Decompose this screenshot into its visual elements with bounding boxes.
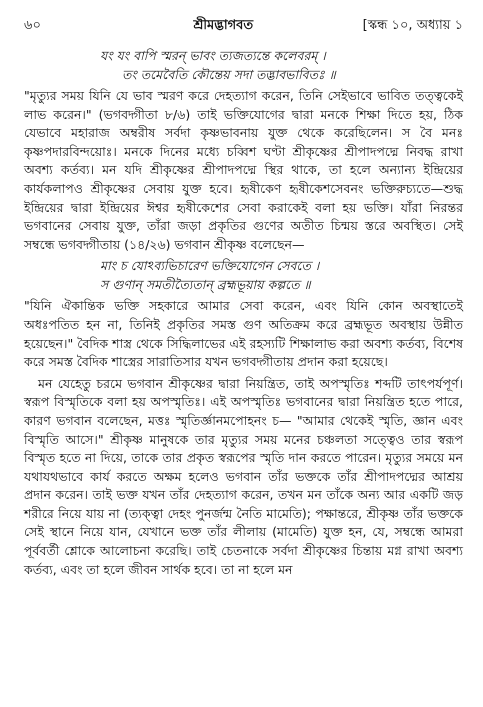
paragraph-1: "মৃত্যুর সময় যিনি যে ভাব স্মরণ করে দেহত্যাগ করেন, তিনি সেইভাবে ভাবিত তত্ত্বকেই লাভ করেন।" (ভগবদ্গীতা ৮/৬) তাই ভক্তিযোগের দ্বারা মনকে শিক্ষা দিতে হয়, ঠিক যেভাবে মহারাজ অম্বরীষ সর্বদা কৃষ্ণভাবনায় যুক্ত থেকে করেছিলেন। স বৈ মনঃ কৃষ্ণপদারবিন্দয়োঃ। মনকে দিনের মধ্যে চব্বিশ ঘণ্টা শ্রীকৃষ্ণের শ্রীপাদপদ্মে নিবদ্ধ রাখা অবশ্য কর্তব্য। মন যদি শ্রীকৃষ্ণের শ্রীপাদপদ্মে স্থির থাকে, তা হলে অন্যান্য ইন্দ্রিয়ের কার্যকলাপও শ্রীকৃষ্ণের সেবায় যুক্ত হবে। হৃষীকেণ হৃষীকেশসেবনং ভক্তিরুচ্যতে—শুদ্ধ ইন্দ্রিয়ের দ্বারা ইন্দ্রিয়ের ঈশ্বর হৃষীকেশের সেবা করাকেই বলা হয় ভক্তি। যাঁরা নিরন্তর ভগবানের সেবায় যুক্ত, তাঁরা জড়া প্রকৃতির গুণের অতীত চিন্ময় স্তরে অবস্থিত। সেই সম্বন্ধে ভগবদ্গীতায় (১৪/২৬) ভগবান শ্রীকৃষ্ণ বলেছেন— [24,88,463,252]
verse-line: স গুণান্ সমতীত্যৈতান্ ব্রহ্মভূয়ায় কল্পতে ॥ [100,277,311,293]
paragraph-2: "যিনি ঐকান্তিক ভক্তি সহকারে আমার সেবা করেন, এবং যিনি কোন অবস্থাতেই অধঃপতিত হন না, তিনিই প্রকৃতির সমস্ত গুণ অতিক্রম করে ব্রহ্মভূত অবস্থায় উন্নীত হয়েছেন।" বৈদিক শাস্ত্র থেকে সিদ্ধিলাভের এই রহস্যটি শিক্ষালাভ করা অবশ্য কর্তব্য, বিশেষ করে সমস্ত বৈদিক শাস্ত্রের সারাতিসার যখন ভগবদ্গীতায় প্রদান করা হয়েছে। [24,298,463,370]
verse-line: তং তমেবৈতি কৌন্তেয় সদা তদ্ভাবভাবিতঃ ॥ [122,67,336,82]
page-number: ৬০ [24,18,41,33]
verse-line: মাং চ যোঽব্যভিচারেণ ভক্তিযোগেন সেবতে । [100,258,320,274]
sanskrit-verse-1 [100,46,463,84]
sanskrit-verse-2 [100,256,463,294]
chapter-reference: [স্কন্ধ ১০, অধ্যায় ১ [362,18,463,33]
page-header [24,16,463,38]
paragraph-3: মন যেহেতু চরমে ভগবান শ্রীকৃষ্ণের দ্বারা নিয়ন্ত্রিত, তাই অপস্মৃতিঃ শব্দটি তাৎপর্যপূর্ণ। স্বরূপ বিস্মৃতিকে বলা হয় অপস্মৃতিঃ। এই অপস্মৃতিঃ ভগবানের দ্বারা নিয়ন্ত্রিত হতে পারে, কারণ ভগবান বলেছেন, মত্তঃ স্মৃতির্জ্ঞানমপোহনং চ— "আমার থেকেই স্মৃতি, জ্ঞান এবং বিস্মৃতি আসে।" শ্রীকৃষ্ণ মানুষকে তার মৃত্যুর সময় মনের চঞ্চলতা সত্ত্বেও তার স্বরূপ বিস্মৃত হতে না দিয়ে, তাকে তার প্রকৃত স্বরূপের স্মৃতি দান করতে পারেন। মৃত্যুর সময়ে মন যথাযথভাবে কার্য করতে অক্ষম হলেও ভগবান তাঁর ভক্তকে তাঁর শ্রীপাদপদ্মের আশ্রয় প্রদান করেন। তাই ভক্ত যখন তাঁর দেহত্যাগ করেন, তখন মন তাঁকে অন্য আর একটি জড় শরীরে নিয়ে যায় না (ত্যক্ত্বা দেহং পুনর্জন্ম নৈতি মামেতি); পক্ষান্তরে, শ্রীকৃষ্ণ তাঁর ভক্তকে সেই স্থানে নিয়ে যান, যেখানে ভক্ত তাঁর লীলায় (মামেতি) যুক্ত হন, যে, সম্বন্ধে আমরা পূর্ববর্তী শ্লোকে আলোচনা করেছি। তাই চেতনাকে সর্বদা শ্রীকৃষ্ণের চিন্তায় মগ্ন রাখা অবশ্য কর্তব্য, এবং তা হলে জীবন সার্থক হবে। তা না হলে মন [24,375,463,577]
book-title: শ্রীমদ্ভাগবত [193,18,254,33]
verse-line: যং যং বাপি স্মরন্ ভাবং ত্যজত্যন্তে কলেবরম্ । [100,48,326,63]
